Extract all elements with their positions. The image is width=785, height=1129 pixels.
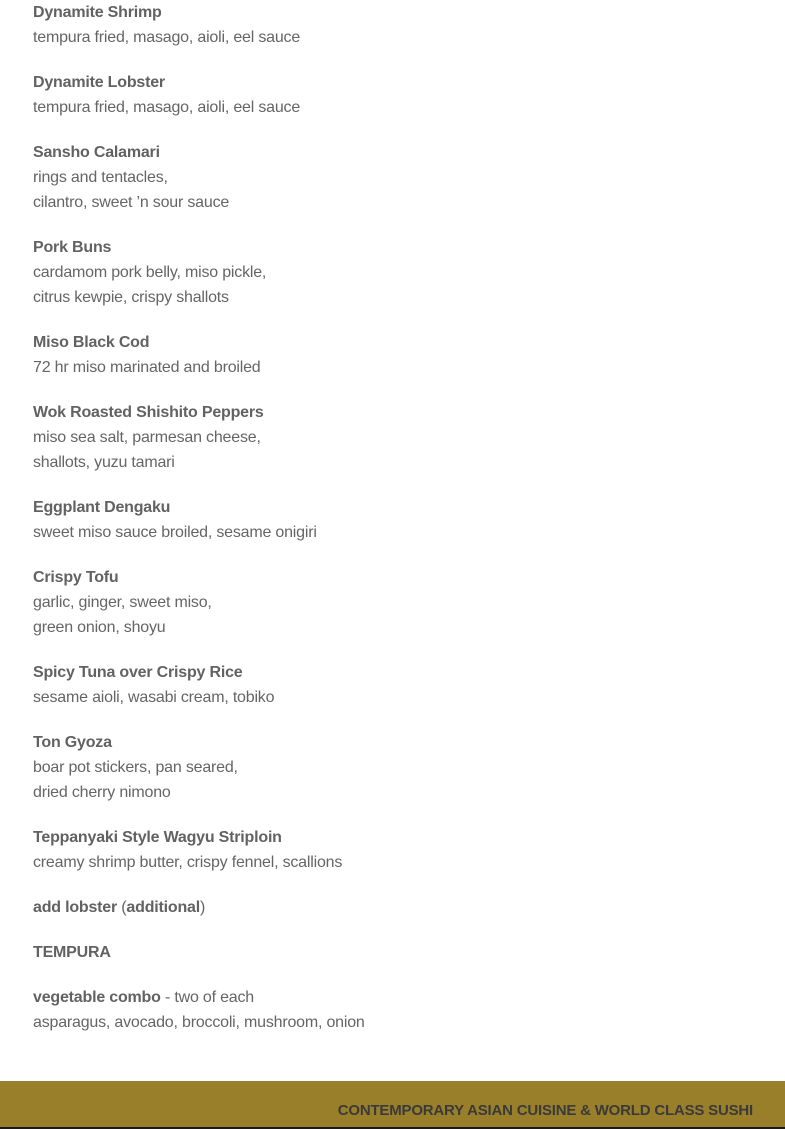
menu-item-name: Spicy Tuna over Crispy Rice — [33, 664, 243, 681]
menu-item-description: sweet miso sauce broiled, sesame onigiri — [33, 524, 317, 541]
menu-item-name: Dynamite Shrimp — [33, 4, 162, 21]
menu-item-description: garlic, ginger, sweet miso, — [33, 594, 212, 611]
menu-item — [33, 825, 753, 875]
menu-item-description: dried cherry nimono — [33, 784, 171, 801]
footer-tagline: CONTEMPORARY ASIAN CUISINE & WORLD CLASS SUSHI — [337, 1102, 753, 1119]
footer-bar — [0, 1081, 785, 1129]
menu-item-name: Teppanyaki Style Wagyu Striploin — [33, 829, 282, 846]
menu-item-description: shallots, yuzu tamari — [33, 454, 175, 471]
menu-item-name: Crispy Tofu — [33, 569, 119, 586]
menu-item-name: Dynamite Lobster — [33, 74, 165, 91]
add-lobster-label: add lobster — [33, 899, 118, 916]
section-heading-row — [33, 940, 753, 965]
menu-item-description: cilantro, sweet ’n sour sauce — [33, 194, 230, 211]
additional-label: additional — [126, 899, 200, 916]
menu-item-description: cardamom pork belly, miso pickle, — [33, 264, 267, 281]
section-heading: TEMPURA — [33, 944, 111, 961]
menu-item-name: Miso Black Cod — [33, 334, 150, 351]
menu-item-name: Wok Roasted Shishito Peppers — [33, 404, 264, 421]
menu-item-name: Ton Gyoza — [33, 734, 112, 751]
menu-item — [33, 495, 753, 545]
menu-item-description: boar pot stickers, pan seared, — [33, 759, 238, 776]
menu-item — [33, 235, 753, 310]
menu-item-name: vegetable combo — [33, 989, 161, 1006]
menu-item-name: Eggplant Dengaku — [33, 499, 171, 516]
menu-item — [33, 565, 753, 640]
menu-item — [33, 70, 753, 120]
add-lobster-row — [33, 895, 753, 920]
menu-item — [33, 0, 753, 50]
menu-item-description: miso sea salt, parmesan cheese, — [33, 429, 261, 446]
menu-item-description: asparagus, avocado, broccoli, mushroom, onion — [33, 1014, 365, 1031]
menu-item-description: tempura fried, masago, aioli, eel sauce — [33, 99, 301, 116]
menu-item-description: 72 hr miso marinated and broiled — [33, 359, 261, 376]
menu-item-note: - two of each — [160, 989, 254, 1006]
vegetable-combo-title — [33, 985, 753, 1010]
menu-item-description: green onion, shoyu — [33, 619, 166, 636]
menu-item — [33, 400, 753, 475]
paren-open: ( — [117, 899, 127, 916]
menu-item-name: Sansho Calamari — [33, 144, 160, 161]
menu-item-name: Pork Buns — [33, 239, 112, 256]
menu-item-description: sesame aioli, wasabi cream, tobiko — [33, 689, 275, 706]
menu-item — [33, 985, 753, 1035]
menu-item — [33, 330, 753, 380]
menu-list — [33, 0, 753, 1055]
menu-item — [33, 140, 753, 215]
paren-close: ) — [199, 899, 206, 916]
menu-item — [33, 730, 753, 805]
menu-item-description: creamy shrimp butter, crispy fennel, scallions — [33, 854, 343, 871]
add-lobster-text — [33, 895, 753, 920]
menu-item-description: citrus kewpie, crispy shallots — [33, 289, 229, 306]
menu-item — [33, 660, 753, 710]
menu-item-description: tempura fried, masago, aioli, eel sauce — [33, 29, 301, 46]
menu-item-description: rings and tentacles, — [33, 169, 168, 186]
